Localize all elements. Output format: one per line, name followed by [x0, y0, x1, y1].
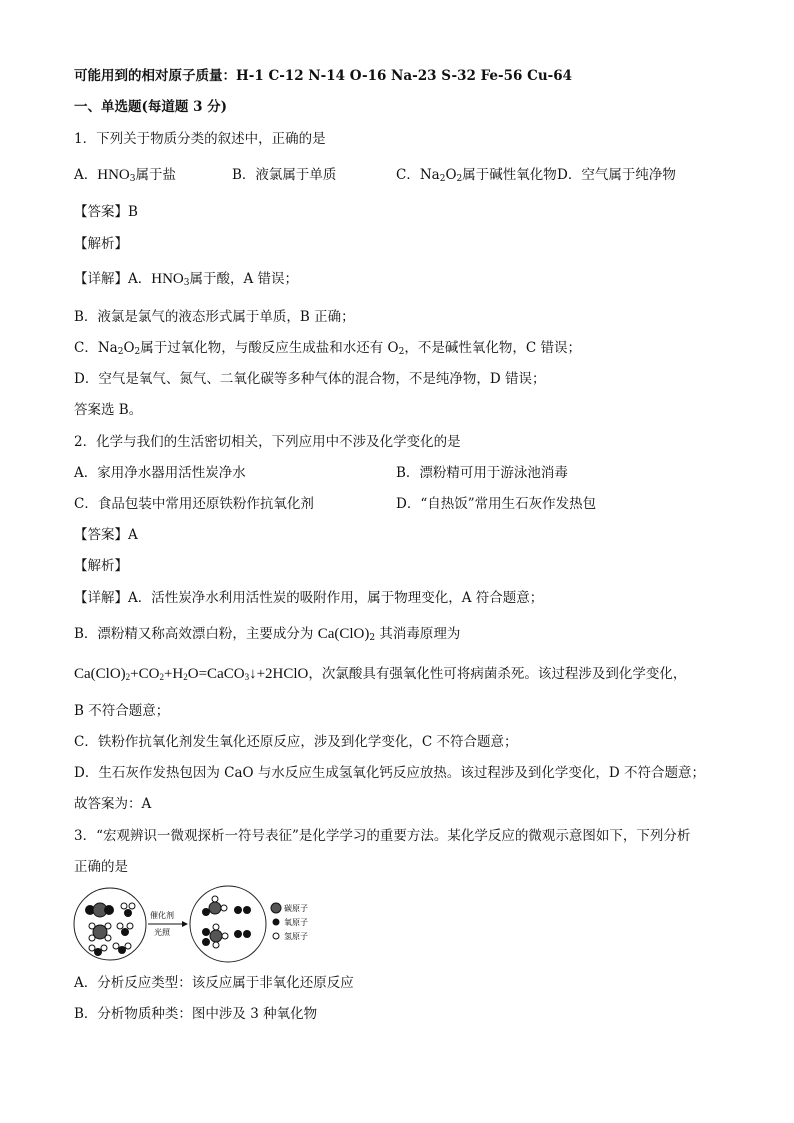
q1-option-d: D．空气属于纯净物 [557, 167, 676, 183]
q3-option-a: A．分析反应类型：该反应属于非氧化还原反应 [74, 975, 354, 991]
answer-tag: 【答案】 [74, 527, 128, 543]
reactant-molecule [85, 903, 114, 917]
q1-answer [74, 203, 138, 221]
q1-stem: 1．下列关于物质分类的叙述中，正确的是 [74, 131, 326, 147]
answer-tag: 【答案】 [74, 204, 128, 220]
arrow-light-label: 光照 [154, 928, 170, 937]
q1-detail-c: C．$Na_2O_2$属于过氧化物，与酸反应生成盐和水还有 $O_2$，不是碱性氧化物，C 错误； [74, 340, 581, 357]
legend-carbon-swatch [271, 903, 281, 913]
legend-carbon-label: 碳原子 [284, 904, 308, 913]
answer-value: A [128, 527, 138, 543]
product-molecule [210, 924, 228, 948]
q1-detail-a: 【详解】A．$HNO_3$属于酸，A 错误； [74, 271, 299, 288]
reactant-molecule [121, 903, 135, 917]
q1-option-a: A．$HNO_3$属于盐 [74, 167, 176, 184]
product-container [190, 886, 266, 962]
q3-stem-line2: 正确的是 [74, 859, 128, 875]
product-molecule [202, 896, 227, 916]
q2-option-c: C．食品包装中常用还原铁粉作抗氧化剂 [74, 496, 314, 512]
q2-equation-line: $Ca(ClO)_2+CO_2+H_2O=CaCO_3↓+2HClO$，次氯酸具有强氧化性可将病菌杀死。该过程涉及到化学变化， [74, 666, 687, 682]
q2-detail-d: D．生石灰作发热包因为 CaO 与水反应生成氢氧化钙反应放热。该过程涉及到化学变化，D 不符合题意； [74, 765, 705, 781]
q2-option-d: D．“自热饭”常用生石灰作发热包 [396, 496, 597, 512]
q2-detail-b-end: B 不符合题意； [74, 703, 170, 719]
q1-analysis-tag: 【解析】 [74, 236, 128, 252]
legend-oxygen-label: 氧原子 [284, 918, 308, 927]
q1-option-b: B．液氯属于单质 [232, 167, 337, 183]
answer-value: B [128, 204, 138, 220]
product-molecule [234, 906, 251, 914]
q2-stem: 2．化学与我们的生活密切相关，下列应用中不涉及化学变化的是 [74, 434, 461, 450]
q2-detail-a: 【详解】A．活性炭净水利用活性炭的吸附作用，属于物理变化，A 符合题意； [74, 590, 544, 606]
legend-oxygen-swatch [273, 919, 280, 926]
arrow-catalyst-label: 催化剂 [150, 911, 174, 920]
arrow-head [182, 921, 188, 927]
product-molecule [202, 928, 210, 946]
legend-hydrogen-swatch [273, 933, 279, 939]
q2-option-a: A．家用净水器用活性炭净水 [74, 465, 246, 481]
q1-detail-d: D．空气是氧气、氮气、二氧化碳等多种气体的混合物，不是纯净物，D 错误； [74, 371, 546, 387]
atomic-mass-line: 可能用到的相对原子质量：H-1 C-12 N-14 O-16 Na-23 S-32 Fe-56 Cu-64 [74, 68, 573, 84]
chemical-equation: $Ca(ClO)_2+CO_2+H_2O=CaCO_3↓+2HClO$ [74, 666, 309, 682]
reactant-molecule [89, 945, 107, 956]
reactant-molecule [113, 943, 131, 954]
q1-conclusion: 答案选 B。 [74, 402, 143, 418]
q3-stem-line1: 3．“宏观辨识一微观探析一符号表征”是化学学习的重要方法。某化学反应的微观示意图如下，下列分析 [74, 828, 691, 844]
q2-option-b: B．漂粉精可用于游泳池消毒 [396, 465, 568, 481]
q2-analysis-tag: 【解析】 [74, 558, 128, 574]
q1-detail-b: B．液氯是氯气的液态形式属于单质，B 正确； [74, 309, 355, 325]
q1-option-c: C．$Na_2O_2$属于碱性氧化物 [396, 167, 557, 184]
reactant-molecule [117, 923, 133, 936]
reaction-microscopic-diagram [70, 884, 370, 964]
q3-option-b: B．分析物质种类：图中涉及 3 种氧化物 [74, 1006, 318, 1022]
q2-conclusion: 故答案为：A [74, 796, 152, 812]
q2-detail-c: C．铁粉作抗氧化剂发生氧化还原反应，涉及到化学变化，C 不符合题意； [74, 734, 518, 750]
q2-answer [74, 526, 138, 544]
reactant-molecule [89, 923, 111, 941]
q2-detail-b-intro: B．漂粉精又称高效漂白粉，主要成分为 $Ca(ClO)_2$ 其消毒原理为 [74, 626, 461, 643]
section-title: 一、单选题(每道题 3 分) [74, 99, 228, 115]
product-molecule [234, 930, 251, 938]
legend-hydrogen-label: 氢原子 [284, 932, 308, 941]
